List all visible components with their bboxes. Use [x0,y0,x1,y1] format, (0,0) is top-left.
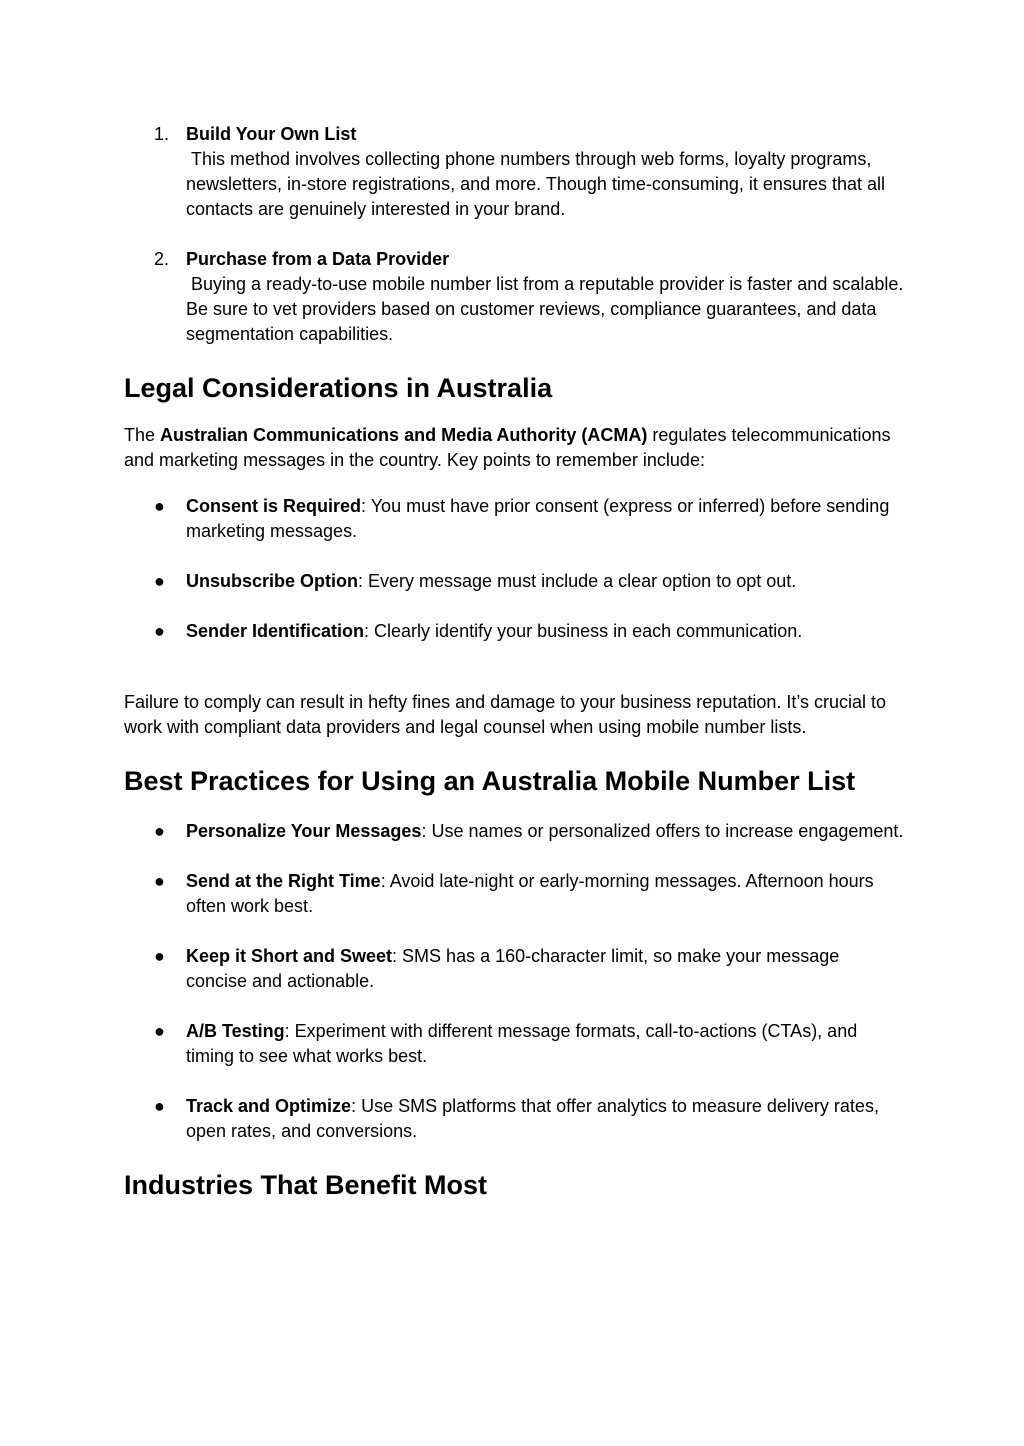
point-text: : You must have prior consent (express or inferred) before sending marketing messages. [186,496,890,541]
section-heading-industries: Industries That Benefit Most [124,1170,488,1200]
list-item [124,869,904,919]
section-heading-best-practices: Best Practices for Using an Australia Mobile Number List [124,766,856,796]
list-item [124,122,904,222]
acma-name: Australian Communications and Media Authority (ACMA) [160,425,648,445]
list-item [124,247,909,347]
intro-text-end: regulates telecommunications and marketing messages in the country. Key points to remember include: [124,425,891,470]
bullet-icon: ● [154,1096,165,1116]
point-text: : Use SMS platforms that offer analytics to measure delivery rates, open rates, and conversions. [186,1096,879,1141]
point-term: Send at the Right Time [186,871,381,891]
methods-list [124,122,909,347]
list-item-description: This method involves collecting phone numbers through web forms, loyalty programs, newsletters, in-store registrations, and more. Though time-consuming, it ensures that all contacts are genuinely interested in your brand. [186,149,891,219]
intro-text-start: The [124,425,161,445]
bullet-icon: ● [154,821,165,841]
list-item-title: Purchase from a Data Provider [186,249,450,269]
point-term: Unsubscribe Option [186,571,359,591]
bullet-icon: ● [154,1021,165,1041]
document-page [124,122,909,1201]
list-number: 1. [154,124,170,144]
point-text: : Use names or personalized offers to increase engagement. [421,821,904,841]
list-item [124,944,904,994]
point-term: Sender Identification [186,621,365,641]
point-term: Keep it Short and Sweet [186,946,393,966]
point-text: : Avoid late-night or early-morning messages. Afternoon hours often work best. [186,871,874,916]
bullet-icon: ● [154,571,165,591]
list-number: 2. [154,249,170,269]
point-term: A/B Testing [186,1021,285,1041]
bullet-icon: ● [154,946,165,966]
list-item-title: Build Your Own List [186,124,357,144]
bullet-icon: ● [154,496,165,516]
list-item [124,619,904,644]
bullet-icon: ● [154,871,165,891]
list-item-description: Buying a ready-to-use mobile number list from a reputable provider is faster and scalable. Be sure to vet providers based on customer reviews, compliance guarantees, and data segmentation capabilities. [186,274,909,344]
legal-points-list [124,494,904,644]
legal-intro-paragraph [124,423,904,473]
point-text: : SMS has a 160-character limit, so make your message concise and actionable. [186,946,840,991]
section-heading-legal: Legal Considerations in Australia [124,373,553,403]
point-term: Consent is Required [186,496,362,516]
point-text: : Every message must include a clear option to opt out. [358,571,797,591]
bullet-icon: ● [154,621,165,641]
list-item [124,1094,904,1144]
legal-closing-paragraph: Failure to comply can result in hefty fines and damage to your business reputation. It’s crucial to work with compliant data providers and legal counsel when using mobile number lists. [124,692,887,737]
list-item [124,494,904,544]
point-text: : Experiment with different message formats, call-to-actions (CTAs), and timing to see what works best. [186,1021,858,1066]
list-item [124,1019,904,1069]
list-item [124,819,904,844]
point-term: Track and Optimize [186,1096,352,1116]
best-practices-list [124,819,904,1144]
list-item [124,569,904,594]
point-term: Personalize Your Messages [186,821,422,841]
point-text: : Clearly identify your business in each communication. [364,621,803,641]
